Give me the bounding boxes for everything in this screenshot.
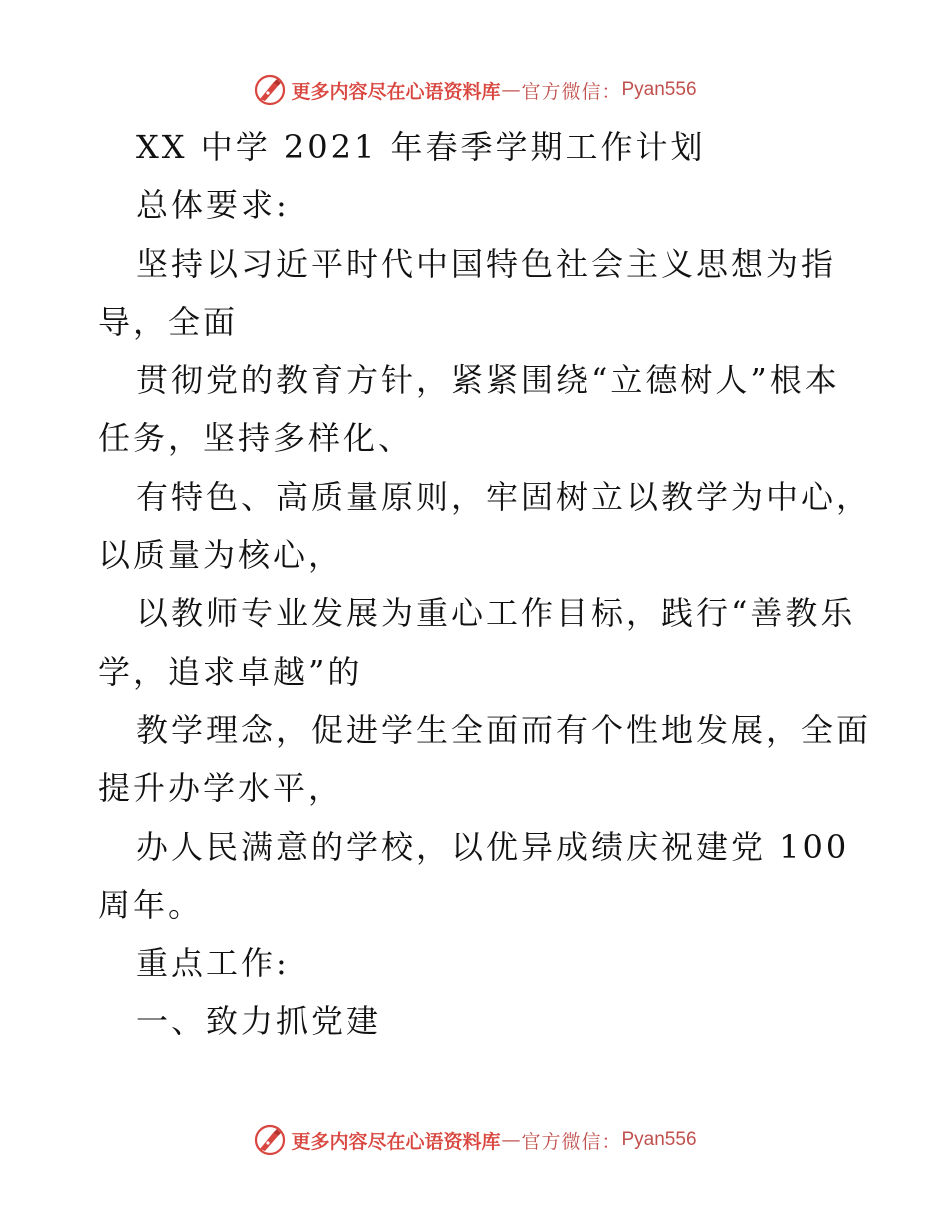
paragraph-line: 提升办学水平， xyxy=(98,769,344,808)
pen-nib-logo-icon xyxy=(253,1123,287,1157)
paragraph-line: 以质量为核心， xyxy=(98,536,344,575)
banner-wechat-id: Pyan556 xyxy=(621,79,697,100)
document-body xyxy=(98,118,872,1051)
paragraph-line: 以教师专业发展为重心工作目标，践行“善教乐 xyxy=(136,594,856,633)
header-banner xyxy=(0,70,950,110)
banner-brand-text: 更多内容尽在心语资料库 xyxy=(291,1130,501,1153)
paragraph-line: 贯彻党的教育方针，紧紧围绕“立德树人”根本 xyxy=(136,361,840,400)
section-heading: 总体要求: xyxy=(136,186,290,225)
paragraph-line: 有特色、高质量原则，牢固树立以教学为中心， xyxy=(136,477,872,516)
paragraph-line: 任务，坚持多样化、 xyxy=(98,419,414,458)
banner-wechat-label: 官方微信： xyxy=(521,1130,622,1153)
pen-nib-logo-icon xyxy=(253,73,287,107)
footer-banner xyxy=(0,1120,950,1160)
banner-wechat-id: Pyan556 xyxy=(621,1129,697,1150)
paragraph-line: 导，全面 xyxy=(98,302,239,341)
section-heading: 重点工作: xyxy=(136,944,290,983)
banner-wechat-label: 官方微信： xyxy=(521,80,622,103)
banner-dash: — xyxy=(501,79,521,101)
subsection-heading: 一、致力抓党建 xyxy=(136,1002,382,1041)
paragraph-line: 周年。 xyxy=(98,885,204,924)
document-title: XX 中学 2021 年春季学期工作计划 xyxy=(136,128,706,166)
paragraph-line: 学，追求卓越”的 xyxy=(98,652,363,691)
banner-dash: — xyxy=(501,1129,521,1151)
paragraph-line: 教学理念，促进学生全面而有个性地发展，全面 xyxy=(136,710,872,749)
paragraph-line: 坚持以习近平时代中国特色社会主义思想为指 xyxy=(136,244,837,283)
paragraph-line: 办人民满意的学校，以优异成绩庆祝建党 100 xyxy=(136,827,850,866)
banner-brand-text: 更多内容尽在心语资料库 xyxy=(291,80,501,103)
